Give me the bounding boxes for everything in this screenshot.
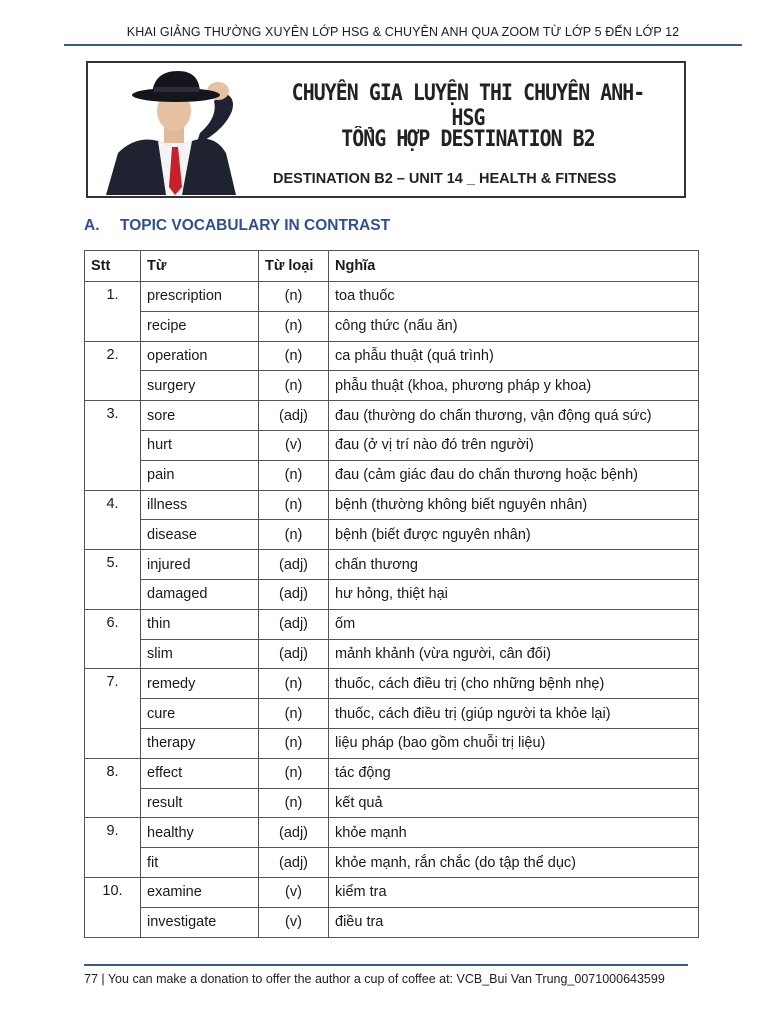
page-header: KHAI GIẢNG THƯỜNG XUYÊN LỚP HSG & CHUYÊN ANH QUA ZOOM TỪ LỚP 5 ĐẾN LỚP 12 — [64, 22, 742, 46]
header-meaning: Nghĩa — [329, 251, 699, 282]
banner-title: CHUYÊN GIA LUYỆN THI CHUYÊN ANH-HSG — [291, 81, 645, 131]
part-of-speech-cell: (n) — [259, 371, 329, 401]
word-cell: pain — [141, 460, 259, 490]
row-number: 2. — [85, 341, 141, 401]
meaning-cell: kiểm tra — [329, 877, 699, 907]
table-row — [85, 430, 699, 460]
banner-subtitle: TỔNG HỢP DESTINATION B2 — [341, 127, 595, 152]
table-row — [85, 639, 699, 669]
meaning-cell: đau (thường do chấn thương, vận động quá sức) — [329, 401, 699, 431]
word-cell: hurt — [141, 430, 259, 460]
section-title: TOPIC VOCABULARY IN CONTRAST — [120, 217, 391, 234]
table-row — [85, 818, 699, 848]
table-row — [85, 341, 699, 371]
word-cell: examine — [141, 877, 259, 907]
word-cell: effect — [141, 758, 259, 788]
table-row — [85, 728, 699, 758]
word-cell: slim — [141, 639, 259, 669]
table-row — [85, 490, 699, 520]
row-number: 1. — [85, 282, 141, 342]
part-of-speech-cell: (n) — [259, 669, 329, 699]
meaning-cell: đau (ở vị trí nào đó trên người) — [329, 430, 699, 460]
word-cell: prescription — [141, 282, 259, 312]
word-cell: injured — [141, 550, 259, 580]
unit-title: DESTINATION B2 – UNIT 14 _ HEALTH & FITNESS — [273, 171, 617, 187]
meaning-cell: khỏe mạnh — [329, 818, 699, 848]
meaning-cell: hư hỏng, thiệt hại — [329, 579, 699, 609]
part-of-speech-cell: (adj) — [259, 579, 329, 609]
table-row — [85, 758, 699, 788]
meaning-cell: bệnh (biết được nguyên nhân) — [329, 520, 699, 550]
table-row — [85, 788, 699, 818]
part-of-speech-cell: (n) — [259, 282, 329, 312]
word-cell: therapy — [141, 728, 259, 758]
meaning-cell: ca phẫu thuật (quá trình) — [329, 341, 699, 371]
table-row — [85, 550, 699, 580]
table-row — [85, 460, 699, 490]
word-cell: operation — [141, 341, 259, 371]
part-of-speech-cell: (adj) — [259, 848, 329, 878]
meaning-cell: tác động — [329, 758, 699, 788]
meaning-cell: phẫu thuật (khoa, phương pháp y khoa) — [329, 371, 699, 401]
table-header-row — [85, 251, 699, 282]
meaning-cell: khỏe mạnh, rắn chắc (do tập thể dục) — [329, 848, 699, 878]
meaning-cell: ốm — [329, 609, 699, 639]
word-cell: cure — [141, 699, 259, 729]
part-of-speech-cell: (n) — [259, 699, 329, 729]
banner — [86, 61, 686, 198]
meaning-cell: đau (cảm giác đau do chấn thương hoặc bệnh) — [329, 460, 699, 490]
table-row — [85, 282, 699, 312]
row-number: 10. — [85, 877, 141, 937]
meaning-cell: bệnh (thường không biết nguyên nhân) — [329, 490, 699, 520]
table-row — [85, 848, 699, 878]
section-number: A. — [84, 217, 100, 234]
row-number: 7. — [85, 669, 141, 758]
part-of-speech-cell: (n) — [259, 728, 329, 758]
meaning-cell: chấn thương — [329, 550, 699, 580]
meaning-cell: toa thuốc — [329, 282, 699, 312]
row-number: 6. — [85, 609, 141, 669]
meaning-cell: điều tra — [329, 907, 699, 937]
part-of-speech-cell: (n) — [259, 520, 329, 550]
meaning-cell: thuốc, cách điều trị (giúp người ta khỏe lại) — [329, 699, 699, 729]
table-row — [85, 699, 699, 729]
part-of-speech-cell: (n) — [259, 490, 329, 520]
part-of-speech-cell: (adj) — [259, 609, 329, 639]
meaning-cell: kết quả — [329, 788, 699, 818]
word-cell: sore — [141, 401, 259, 431]
table-row — [85, 609, 699, 639]
section-heading — [84, 217, 390, 235]
author-portrait — [96, 67, 246, 195]
word-cell: surgery — [141, 371, 259, 401]
meaning-cell: liệu pháp (bao gồm chuỗi trị liệu) — [329, 728, 699, 758]
word-cell: fit — [141, 848, 259, 878]
meaning-cell: thuốc, cách điều trị (cho những bệnh nhẹ) — [329, 669, 699, 699]
part-of-speech-cell: (n) — [259, 788, 329, 818]
table-row — [85, 401, 699, 431]
footer-divider — [84, 964, 688, 966]
page-footer: 77 | You can make a donation to offer the author a cup of coffee at: VCB_Bui Van Trung_0071000643599 — [84, 972, 665, 986]
word-cell: illness — [141, 490, 259, 520]
header-word: Từ — [141, 251, 259, 282]
meaning-cell: công thức (nấu ăn) — [329, 311, 699, 341]
table-row — [85, 520, 699, 550]
row-number: 9. — [85, 818, 141, 878]
part-of-speech-cell: (n) — [259, 758, 329, 788]
word-cell: remedy — [141, 669, 259, 699]
table-row — [85, 311, 699, 341]
word-cell: disease — [141, 520, 259, 550]
word-cell: healthy — [141, 818, 259, 848]
word-cell: result — [141, 788, 259, 818]
part-of-speech-cell: (n) — [259, 460, 329, 490]
table-row — [85, 371, 699, 401]
word-cell: investigate — [141, 907, 259, 937]
part-of-speech-cell: (adj) — [259, 550, 329, 580]
word-cell: thin — [141, 609, 259, 639]
table-row — [85, 579, 699, 609]
header-stt: Stt — [85, 251, 141, 282]
part-of-speech-cell: (adj) — [259, 401, 329, 431]
row-number: 3. — [85, 401, 141, 490]
word-cell: damaged — [141, 579, 259, 609]
table-row — [85, 669, 699, 699]
part-of-speech-cell: (adj) — [259, 639, 329, 669]
part-of-speech-cell: (v) — [259, 907, 329, 937]
row-number: 4. — [85, 490, 141, 550]
table-row — [85, 877, 699, 907]
table-row — [85, 907, 699, 937]
part-of-speech-cell: (n) — [259, 341, 329, 371]
part-of-speech-cell: (v) — [259, 430, 329, 460]
row-number: 8. — [85, 758, 141, 818]
row-number: 5. — [85, 550, 141, 610]
part-of-speech-cell: (v) — [259, 877, 329, 907]
header-pos: Từ loại — [259, 251, 329, 282]
part-of-speech-cell: (n) — [259, 311, 329, 341]
meaning-cell: mảnh khảnh (vừa người, cân đối) — [329, 639, 699, 669]
part-of-speech-cell: (adj) — [259, 818, 329, 848]
vocabulary-table — [84, 250, 699, 938]
word-cell: recipe — [141, 311, 259, 341]
